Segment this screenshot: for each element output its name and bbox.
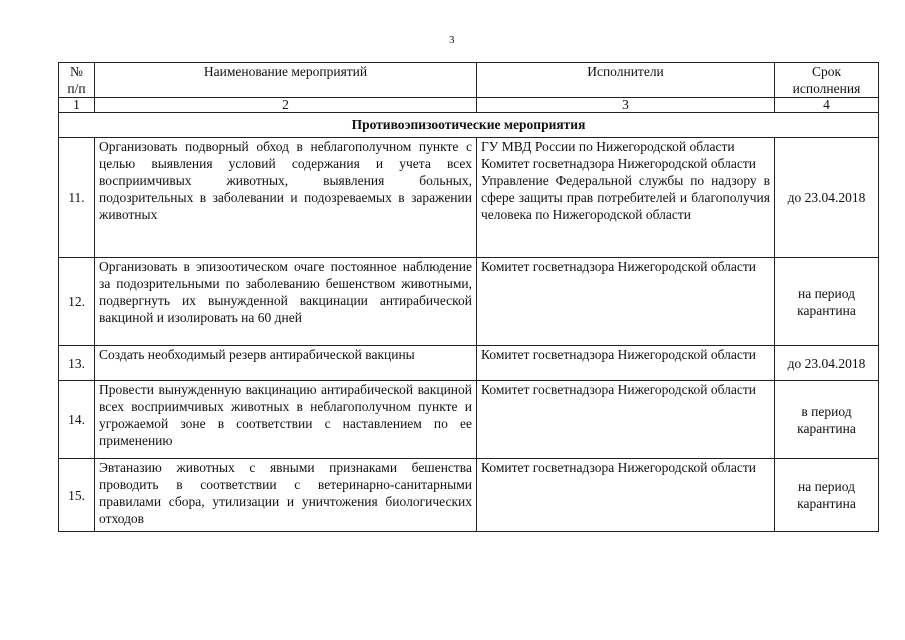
row-number: 13. xyxy=(59,346,95,381)
row-deadline: на период карантина xyxy=(775,459,879,532)
row-deadline: на период карантина xyxy=(775,258,879,346)
row-deadline: до 23.04.2018 xyxy=(775,138,879,258)
row-action: Организовать в эпизоотическом очаге постоянное наблюдение за подозрительными по заболеванию бешенством животными, подвергнуть их вынужденной вакцинации антирабической вакциной и изолировать на 60 дней xyxy=(95,258,477,346)
executor: Комитет госветнадзора Нижегородской области xyxy=(481,347,756,362)
row-executors xyxy=(477,138,775,258)
row-number: 12. xyxy=(59,258,95,346)
column-index: 1 xyxy=(59,98,95,113)
executor: ГУ МВД России по Нижегородской области xyxy=(481,139,735,154)
row-number: 15. xyxy=(59,459,95,532)
row-executors xyxy=(477,258,775,346)
header-name: Наименование мероприятий xyxy=(95,63,477,98)
row-action: Создать необходимый резерв антирабической вакцины xyxy=(95,346,477,381)
section-title: Противоэпизоотические мероприятия xyxy=(59,113,879,138)
column-index: 3 xyxy=(477,98,775,113)
executor: Управление Федеральной службы по надзору в сфере защиты прав потребителей и благополучия человека по Нижегородской области xyxy=(481,173,770,222)
row-number: 11. xyxy=(59,138,95,258)
row-number: 14. xyxy=(59,381,95,459)
table-row xyxy=(59,459,879,532)
row-executors xyxy=(477,381,775,459)
measures-table xyxy=(58,62,879,532)
table-row xyxy=(59,138,879,258)
row-executors xyxy=(477,346,775,381)
table-header-row xyxy=(59,63,879,98)
header-deadline-line2: исполнения xyxy=(792,81,861,96)
row-deadline: до 23.04.2018 xyxy=(775,346,879,381)
header-deadline xyxy=(775,63,879,98)
header-number-line1: № xyxy=(70,64,83,79)
table-row xyxy=(59,346,879,381)
column-index: 2 xyxy=(95,98,477,113)
row-executors xyxy=(477,459,775,532)
executor: Комитет госветнадзора Нижегородской области xyxy=(481,156,756,171)
row-deadline: в период карантина xyxy=(775,381,879,459)
executor: Комитет госветнадзора Нижегородской области xyxy=(481,460,756,475)
column-index: 4 xyxy=(775,98,879,113)
header-number-line2: п/п xyxy=(67,81,86,96)
executor: Комитет госветнадзора Нижегородской области xyxy=(481,382,756,397)
row-action: Эвтаназию животных с явными признаками бешенства проводить в соответствии с ветеринарно-санитарными правилами сбора, утилизации и уничтожения биологических отходов xyxy=(95,459,477,532)
page-number: 3 xyxy=(449,34,455,46)
row-action: Провести вынужденную вакцинацию антирабической вакциной всех восприимчивых животных в неблагополучном пункте и угрожаемой зоне в соответствии с наставлением по ее применению xyxy=(95,381,477,459)
header-executors: Исполнители xyxy=(477,63,775,98)
column-index-row xyxy=(59,98,879,113)
section-row xyxy=(59,113,879,138)
row-action: Организовать подворный обход в неблагополучном пункте с целью выявления условий содержания и учета всех восприимчивых животных, выявления больных, подозрительных в заболевании и подозреваемых в заражении животных xyxy=(95,138,477,258)
header-deadline-line1: Срок xyxy=(811,64,842,79)
header-number xyxy=(59,63,95,98)
executor: Комитет госветнадзора Нижегородской области xyxy=(481,259,756,274)
table-row xyxy=(59,258,879,346)
table-row xyxy=(59,381,879,459)
